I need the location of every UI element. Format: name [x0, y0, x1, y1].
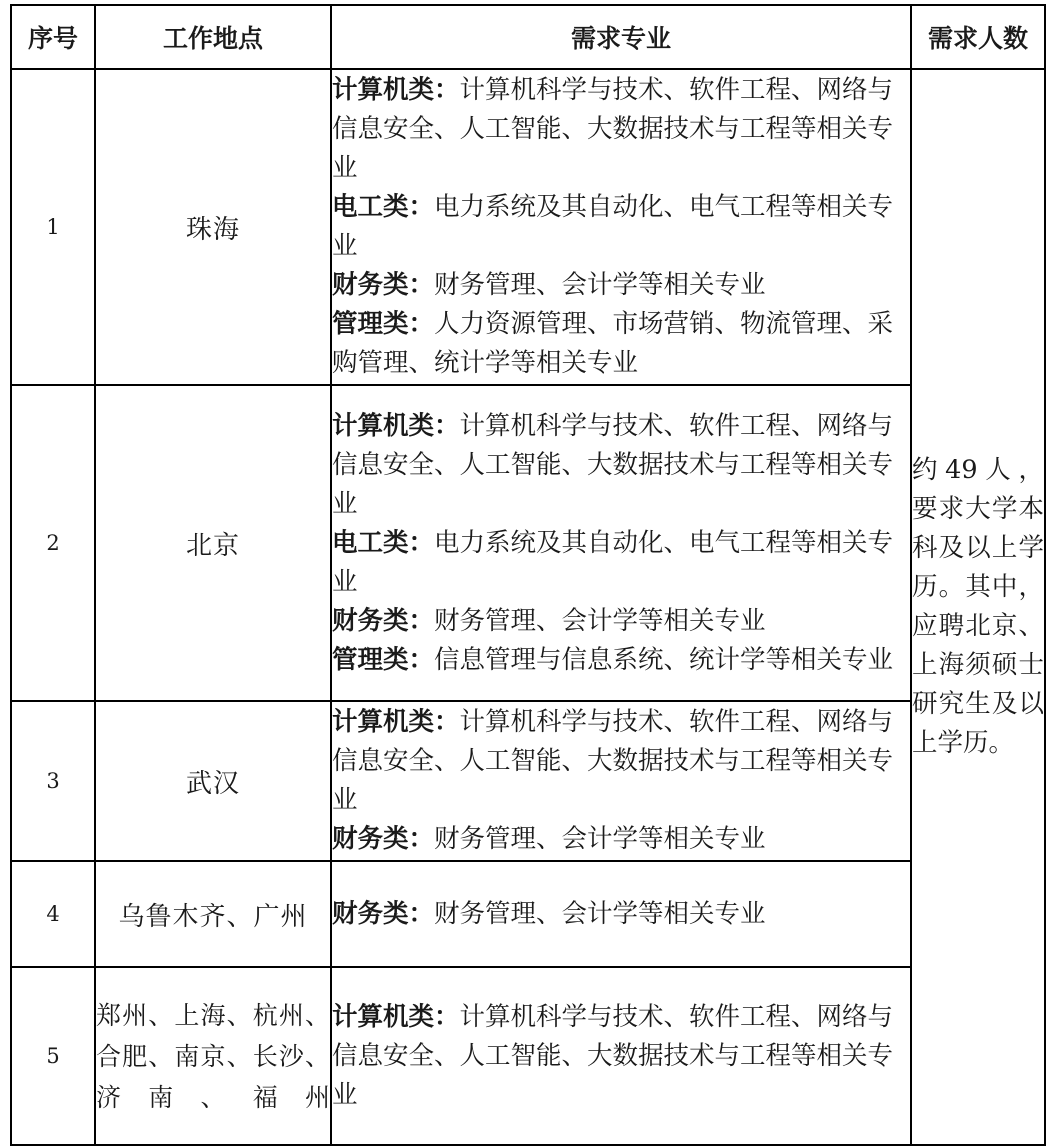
major-entry [332, 407, 910, 524]
major-entry [332, 71, 910, 188]
major-category: 财务类： [332, 605, 435, 636]
major-detail: 人力资源管理、市场营销、物流管理、采购管理、统计学等相关专业 [332, 309, 894, 378]
major-category: 计算机类： [332, 707, 460, 737]
row-majors [331, 861, 911, 967]
row-majors [331, 967, 911, 1145]
row-index: 4 [11, 861, 95, 967]
table-row [11, 69, 1045, 385]
major-entry [332, 641, 910, 680]
header-major: 需求专业 [331, 5, 911, 69]
row-index: 2 [11, 385, 95, 701]
row-majors [331, 701, 911, 861]
major-detail: 计算机科学与技术、软件工程、网络与信息安全、人工智能、大数据技术与工程等相关专业 [332, 410, 894, 519]
major-detail: 财务管理、会计学等相关专业 [434, 824, 766, 854]
header-row [11, 5, 1045, 69]
major-detail: 信息管理与信息系统、统计学等相关专业 [434, 644, 894, 675]
row-majors [331, 69, 911, 385]
major-category: 计算机类： [332, 75, 460, 105]
recruitment-table [10, 4, 1046, 1146]
row-index: 5 [11, 967, 95, 1145]
major-detail: 财务管理、会计学等相关专业 [434, 898, 766, 929]
row-location: 郑州、上海、杭州、合肥、南京、长沙、济南、福州 [95, 967, 331, 1145]
major-category: 财务类： [332, 270, 435, 300]
major-category: 计算机类： [332, 410, 460, 441]
table-row [11, 701, 1045, 861]
major-entry [332, 524, 910, 602]
major-entry [332, 188, 910, 266]
major-category: 管理类： [332, 644, 435, 675]
major-entry [332, 266, 910, 305]
major-entry [332, 820, 910, 859]
row-location: 武汉 [95, 701, 331, 861]
table-row [11, 861, 1045, 967]
major-detail: 电力系统及其自动化、电气工程等相关专业 [332, 527, 894, 597]
major-detail: 财务管理、会计学等相关专业 [434, 270, 766, 300]
major-entry [332, 602, 910, 641]
table-row [11, 967, 1045, 1145]
major-detail: 电力系统及其自动化、电气工程等相关专业 [332, 192, 894, 261]
row-location: 北京 [95, 385, 331, 701]
header-location: 工作地点 [95, 5, 331, 69]
major-entry [332, 703, 910, 820]
major-category: 管理类： [332, 309, 435, 339]
major-detail: 计算机科学与技术、软件工程、网络与信息安全、人工智能、大数据技术与工程等相关专业 [332, 75, 894, 183]
major-entry [332, 895, 910, 934]
major-category: 财务类： [332, 824, 435, 854]
table-row [11, 385, 1045, 701]
major-category: 财务类： [332, 898, 435, 929]
header-count: 需求人数 [911, 5, 1045, 69]
major-entry [332, 998, 910, 1115]
count-note: 约49人，要求大学本科及以上学历。其中，应聘北京、上海须硕士研究生及以上学历。 [911, 69, 1045, 1145]
row-majors [331, 385, 911, 701]
major-category: 计算机类： [332, 1001, 460, 1032]
major-entry [332, 305, 910, 383]
major-detail: 财务管理、会计学等相关专业 [434, 605, 766, 636]
row-location: 珠海 [95, 69, 331, 385]
row-index: 1 [11, 69, 95, 385]
row-index: 3 [11, 701, 95, 861]
header-index: 序号 [11, 5, 95, 69]
major-detail: 计算机科学与技术、软件工程、网络与信息安全、人工智能、大数据技术与工程等相关专业 [332, 1001, 894, 1110]
major-detail: 计算机科学与技术、软件工程、网络与信息安全、人工智能、大数据技术与工程等相关专业 [332, 707, 894, 815]
major-category: 电工类： [332, 192, 435, 222]
major-category: 电工类： [332, 527, 435, 558]
row-location: 乌鲁木齐、广州 [95, 861, 331, 967]
